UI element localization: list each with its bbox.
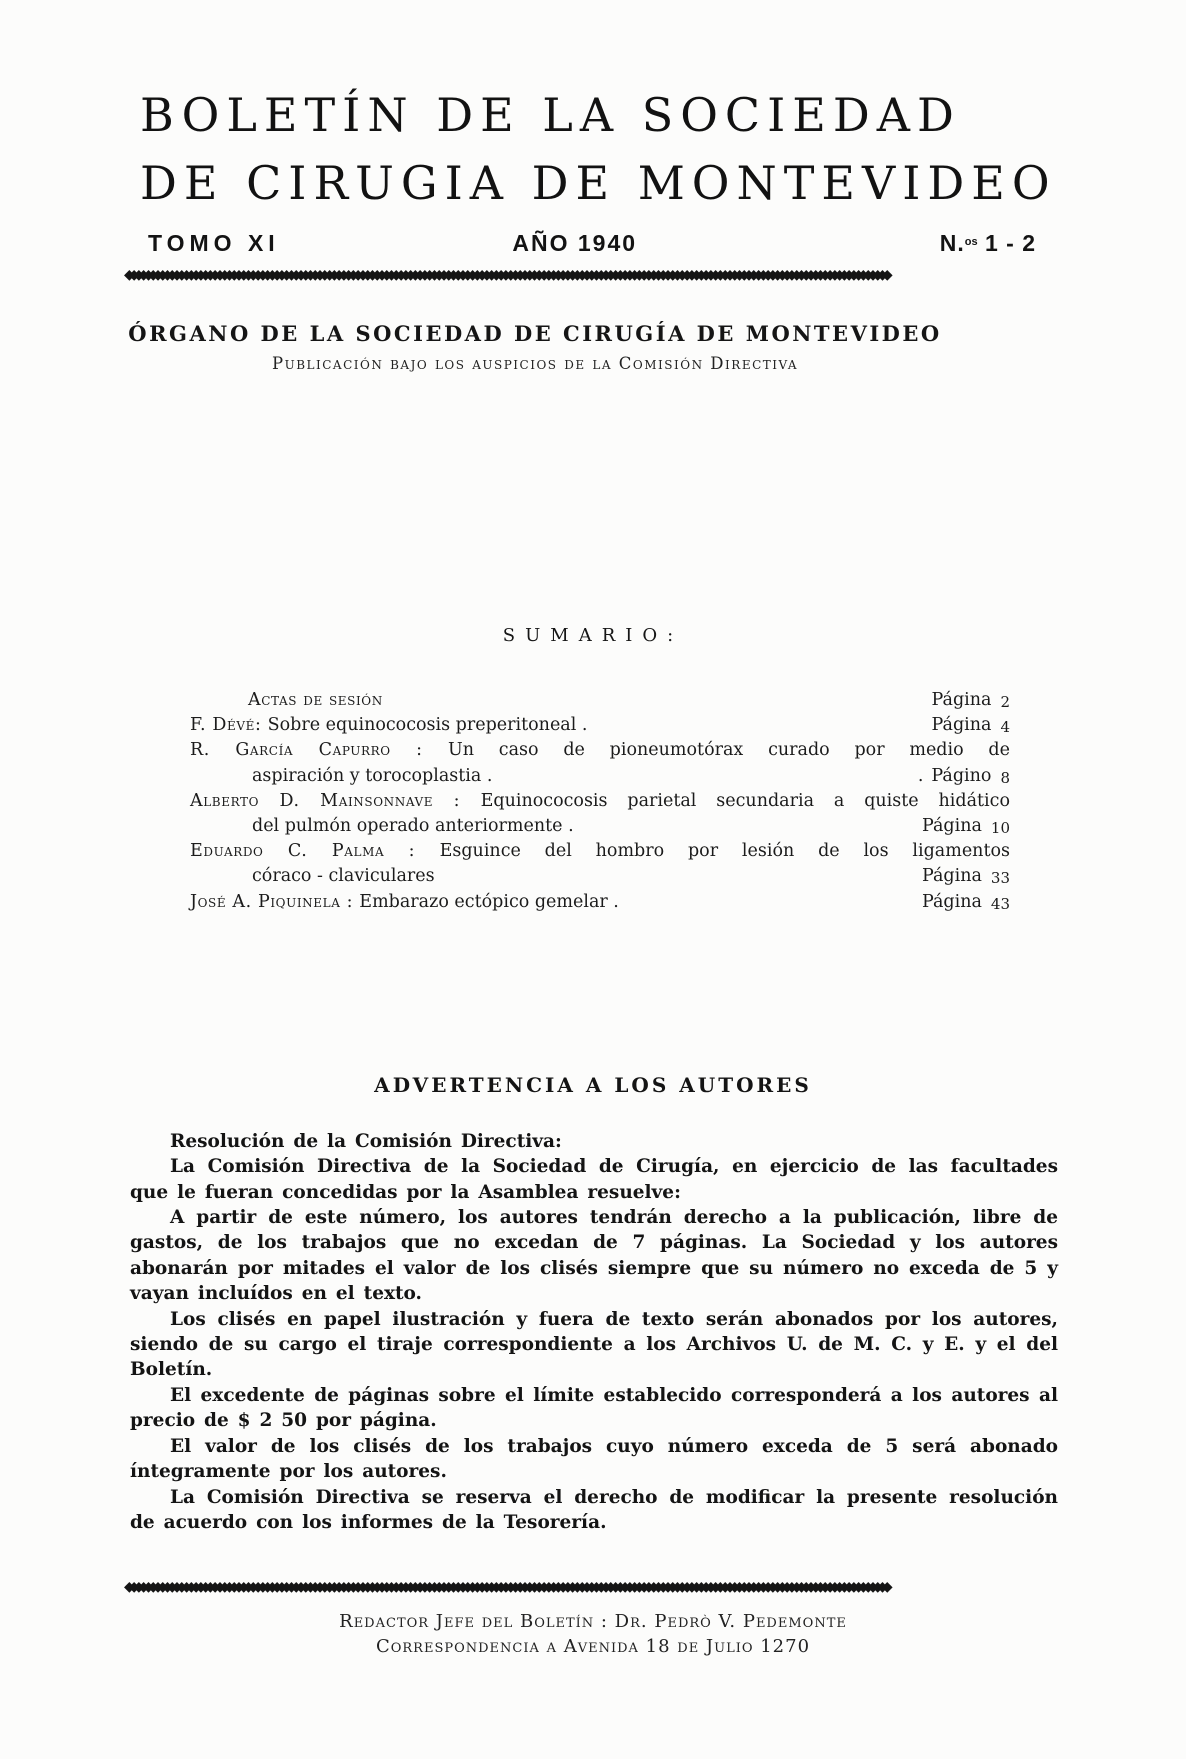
toc-entry bbox=[190, 890, 1010, 915]
toc-entry-text bbox=[190, 688, 918, 713]
issue-superscript: os bbox=[964, 236, 978, 248]
toc-entry-text bbox=[190, 839, 1010, 864]
toc-page-ref: Página 43 bbox=[921, 891, 1010, 913]
toc-entry bbox=[190, 688, 1010, 713]
toc-article-title: Un caso de pioneumotórax curado por medio de bbox=[448, 740, 1010, 761]
toc-entry bbox=[190, 764, 1010, 789]
journal-title-line1: BOLETÍN DE LA SOCIEDAD bbox=[140, 88, 961, 142]
toc-article-title: Embarazo ectópico gemelar . bbox=[359, 891, 619, 912]
toc-article-title: Equinococosis parietal secundaria a quiste hidático bbox=[480, 790, 1010, 811]
volume-label: TOMO XI bbox=[148, 230, 280, 256]
advertencia-paragraph: El excedente de páginas sobre el límite establecido corresponderá a los autores al precio de $ 2 50 por página. bbox=[130, 1384, 1058, 1432]
toc-author-name: Actas de sesión bbox=[248, 690, 383, 710]
toc-page-ref: Página 2 bbox=[931, 690, 1010, 711]
toc-entry bbox=[190, 839, 1010, 864]
toc-author-name: F. Dévé: bbox=[190, 715, 268, 736]
organ-statement: ÓRGANO DE LA SOCIEDAD DE CIRUGÍA DE MONTEVIDEO bbox=[128, 321, 942, 346]
toc-entry bbox=[190, 814, 1010, 839]
toc-entry-text bbox=[190, 738, 1010, 763]
advertencia-paragraph: El valor de los clisés de los trabajos cuyo número exceda de 5 será abonado íntegramente por los autores. bbox=[130, 1435, 1058, 1483]
toc-author-name: Alberto D. Mainsonnave : bbox=[190, 790, 481, 811]
advertencia-paragraph: Los clisés en papel ilustración y fuera de texto serán abonados por los autores, siendo de su cargo el tiraje correspondiente a los Archivos U. de M. C. y E. y el del Boletín. bbox=[130, 1308, 1058, 1381]
publication-statement: Publicación bajo los auspicios de la Comisión Directiva bbox=[271, 354, 799, 373]
volume-info-row bbox=[148, 230, 1036, 257]
journal-title-line2: DE CIRUGIA DE MONTEVIDEO bbox=[140, 156, 1057, 210]
year-label: AÑO 1940 bbox=[512, 230, 638, 256]
toc-article-title: Sobre equinococosis preperitoneal . bbox=[267, 715, 588, 736]
toc-entry bbox=[190, 713, 1010, 738]
toc-page-ref: Página 10 bbox=[921, 816, 1010, 838]
toc-entry-text bbox=[190, 864, 908, 889]
advertencia-body bbox=[130, 1129, 1058, 1536]
advertencia-paragraph: Resolución de la Comisión Directiva: bbox=[170, 1130, 562, 1152]
toc-author-name: José A. Piquinela : bbox=[190, 891, 360, 912]
toc-page-ref: Página 33 bbox=[921, 866, 1010, 888]
toc-article-title: del pulmón operado anteriormente . bbox=[252, 816, 574, 837]
advertencia-paragraph: La Comisión Directiva de la Sociedad de Cirugía, en ejercicio de las facultades que le fueran concedidas por la Asamblea resuelve: bbox=[130, 1156, 1058, 1203]
wavy-separator-bottom: ◆◆◆◆◆◆◆◆◆◆◆◆◆◆◆◆◆◆◆◆◆◆◆◆◆◆◆◆◆◆◆◆◆◆◆◆◆◆◆◆◆◆◆◆◆◆◆◆◆◆◆◆◆◆◆◆◆◆◆◆◆◆◆◆◆◆◆◆◆◆◆◆◆◆◆◆◆◆◆◆◆◆◆◆◆◆◆◆◆◆◆◆◆◆◆◆◆◆◆◆◆◆◆◆◆◆◆◆◆◆◆◆◆◆◆◆◆◆◆◆◆◆◆◆◆◆◆◆◆◆◆◆◆◆◆◆◆◆◆◆◆◆◆◆◆◆◆◆◆◆◆◆◆◆◆◆◆◆◆◆ bbox=[124, 1581, 887, 1596]
toc-page-ref: Página 4 bbox=[931, 715, 1010, 737]
toc-entry-text bbox=[190, 890, 908, 915]
sumario-heading: SUMARIO: bbox=[502, 625, 684, 646]
toc-author-name: R. García Capurro : bbox=[190, 740, 448, 761]
sumario-entries bbox=[190, 688, 1010, 915]
toc-author-name: Eduardo C. Palma : bbox=[190, 841, 440, 862]
toc-entry-text bbox=[190, 789, 1010, 814]
issue-label: N.$^{os}$ 1 - 2 bbox=[939, 230, 1036, 256]
toc-entry bbox=[190, 864, 1010, 889]
toc-entry bbox=[190, 738, 1010, 763]
toc-article-title: córaco - claviculares bbox=[252, 866, 435, 887]
correspondence-line: Correspondencia a Avenida 18 de Julio 1270 bbox=[375, 1636, 811, 1658]
toc-article-title: aspiración y torocoplastia . bbox=[252, 765, 493, 786]
masthead bbox=[140, 88, 1057, 210]
advertencia-heading: ADVERTENCIA A LOS AUTORES bbox=[374, 1072, 812, 1097]
editor-line: Redactor Jefe del Boletín : Dr. Pedrò V. Pedemonte bbox=[339, 1611, 847, 1633]
advertencia-paragraph: A partir de este número, los autores tendrán derecho a la publicación, libre de gastos, de los trabajos que no excedan de 7 páginas. La Sociedad y los autores abonarán por mitades el valor de los clisés siempre que su número no exceda de 5 y vayan incluídos en el texto. bbox=[130, 1207, 1058, 1305]
toc-entry-text bbox=[190, 814, 908, 839]
toc-article-title: Esguince del hombro por lesión de los ligamentos bbox=[439, 841, 1010, 862]
toc-entry-text bbox=[190, 713, 918, 738]
wavy-separator-top: ◆◆◆◆◆◆◆◆◆◆◆◆◆◆◆◆◆◆◆◆◆◆◆◆◆◆◆◆◆◆◆◆◆◆◆◆◆◆◆◆◆◆◆◆◆◆◆◆◆◆◆◆◆◆◆◆◆◆◆◆◆◆◆◆◆◆◆◆◆◆◆◆◆◆◆◆◆◆◆◆◆◆◆◆◆◆◆◆◆◆◆◆◆◆◆◆◆◆◆◆◆◆◆◆◆◆◆◆◆◆◆◆◆◆◆◆◆◆◆◆◆◆◆◆◆◆◆◆◆◆◆◆◆◆◆◆◆◆◆◆◆◆◆◆◆◆◆◆◆◆◆◆◆◆◆◆◆◆◆◆ bbox=[124, 269, 887, 283]
toc-page-ref: . Págino 8 bbox=[917, 765, 1010, 787]
advertencia-paragraph: La Comisión Directiva se reserva el derecho de modificar la presente resolución de acuerdo con los informes de la Tesorería. bbox=[130, 1486, 1058, 1533]
toc-entry-text bbox=[190, 764, 904, 789]
toc-entry bbox=[190, 789, 1010, 814]
